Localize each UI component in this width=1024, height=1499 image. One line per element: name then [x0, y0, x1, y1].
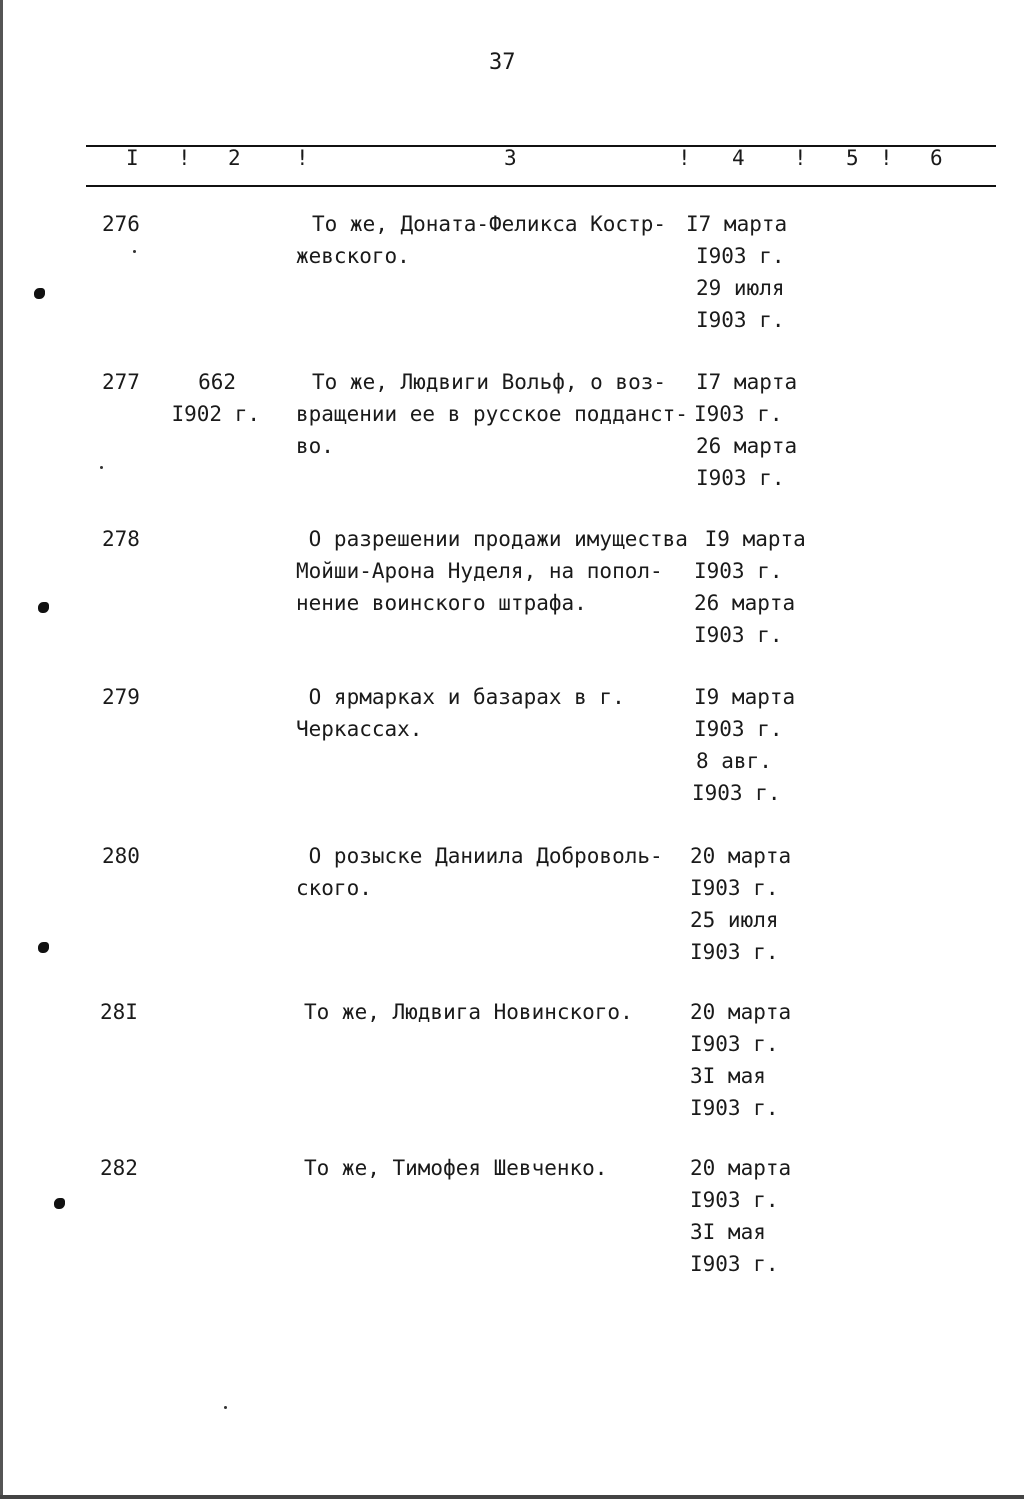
header-col-2: 2 [228, 146, 241, 170]
punch-hole-mark [38, 942, 49, 953]
date-line: 25 июля [690, 908, 779, 932]
row-number-text: 279 [102, 685, 140, 709]
date-line: 3I мая [690, 1220, 766, 1244]
header-col-3: 3 [504, 146, 517, 170]
description-line: То же, Тимофея Шевченко. [304, 1156, 608, 1180]
date-line: 26 марта [696, 434, 798, 458]
row-number-text: 278 [102, 527, 140, 551]
row-description [296, 208, 712, 272]
date-line: 8 авг. [696, 749, 772, 773]
row-dates [690, 840, 791, 968]
scan-speck [133, 250, 136, 253]
row-description [296, 840, 696, 904]
row-dates [690, 996, 791, 1124]
date-line: I903 г. [696, 308, 785, 332]
header-col-6: 6 [930, 146, 943, 170]
date-line: I903 г. [694, 559, 783, 583]
description-line: То же, Людвига Новинского. [304, 1000, 633, 1024]
date-line: I903 г. [690, 1252, 779, 1276]
row-number [100, 996, 138, 1028]
row-dates [694, 681, 795, 809]
row-dates [686, 208, 787, 336]
date-line: 26 марта [694, 591, 796, 615]
date-line: 20 марта [690, 1156, 792, 1180]
punch-hole-mark [34, 288, 45, 299]
date-line: I903 г. [694, 402, 783, 426]
date-line: I903 г. [696, 466, 785, 490]
date-line: I903 г. [690, 1032, 779, 1056]
row-number-text: 276 [102, 212, 140, 236]
description-line: Мойши-Арона Нуделя, на попол- [296, 559, 663, 583]
date-line: I903 г. [690, 940, 779, 964]
row-number-text: 280 [102, 844, 140, 868]
header-separator: ! [880, 146, 893, 170]
row-description [296, 523, 696, 619]
row-dates [690, 1152, 791, 1280]
date-line: I9 марта [692, 527, 806, 551]
date-line: I903 г. [696, 244, 785, 268]
row-number [102, 366, 140, 398]
header-separator: ! [296, 146, 309, 170]
date-line: I903 г. [690, 1188, 779, 1212]
scan-left-edge [0, 0, 3, 1499]
row-ref [168, 366, 260, 430]
date-line: I903 г. [690, 1096, 779, 1120]
row-description [304, 996, 704, 1028]
description-line: То же, Доната-Феликса Костр- [312, 212, 667, 236]
description-line: жевского. [296, 244, 410, 268]
header-col-1: I [126, 146, 139, 170]
row-number [100, 1152, 138, 1184]
header-top-rule [86, 145, 996, 147]
date-line: I7 марта [686, 212, 788, 236]
row-dates [696, 366, 797, 494]
date-line: 20 марта [690, 1000, 792, 1024]
description-line: То же, Людвиги Вольф, о воз- [312, 370, 667, 394]
date-line: 20 марта [690, 844, 792, 868]
description-line: ского. [296, 876, 372, 900]
punch-hole-mark [54, 1198, 65, 1209]
description-line: О разрешении продажи имущества [296, 527, 688, 551]
date-line: I903 г. [690, 876, 779, 900]
row-number [102, 840, 140, 872]
header-separator: ! [678, 146, 691, 170]
row-description [296, 681, 696, 745]
description-line: нение воинского штрафа. [296, 591, 587, 615]
date-line: 3I мая [690, 1064, 766, 1088]
description-line: Черкассах. [296, 717, 423, 741]
date-line: I903 г. [692, 781, 781, 805]
date-line: I903 г. [694, 717, 783, 741]
row-number [102, 681, 140, 713]
description-line: во. [296, 434, 334, 458]
page-number: 37 [489, 50, 516, 75]
date-line: I9 марта [694, 685, 796, 709]
header-bottom-rule [86, 185, 996, 187]
description-line: О розыске Даниила Доброволь- [296, 844, 663, 868]
row-number [102, 523, 140, 555]
row-number-text: 277 [102, 370, 140, 394]
row-number-text: 28I [100, 1000, 138, 1024]
row-dates [694, 523, 806, 651]
description-line: вращении ее в русское подданст- [296, 402, 688, 426]
date-line: I903 г. [694, 623, 783, 647]
punch-hole-mark [38, 602, 49, 613]
description-line: О ярмарках и базарах в г. [296, 685, 625, 709]
header-col-5: 5 [846, 146, 859, 170]
scan-bottom-edge [0, 1495, 1024, 1499]
header-separator: ! [178, 146, 191, 170]
row-number-text: 282 [100, 1156, 138, 1180]
date-line: I7 марта [696, 370, 798, 394]
row-number [102, 208, 140, 240]
scan-speck [100, 466, 103, 469]
date-line: 29 июля [696, 276, 785, 300]
scan-speck [224, 1406, 227, 1409]
ref-line: 662 [198, 370, 236, 394]
header-separator: ! [794, 146, 807, 170]
row-description [296, 366, 712, 462]
row-description [304, 1152, 704, 1184]
ref-line: I902 г. [171, 402, 260, 426]
header-col-4: 4 [732, 146, 745, 170]
